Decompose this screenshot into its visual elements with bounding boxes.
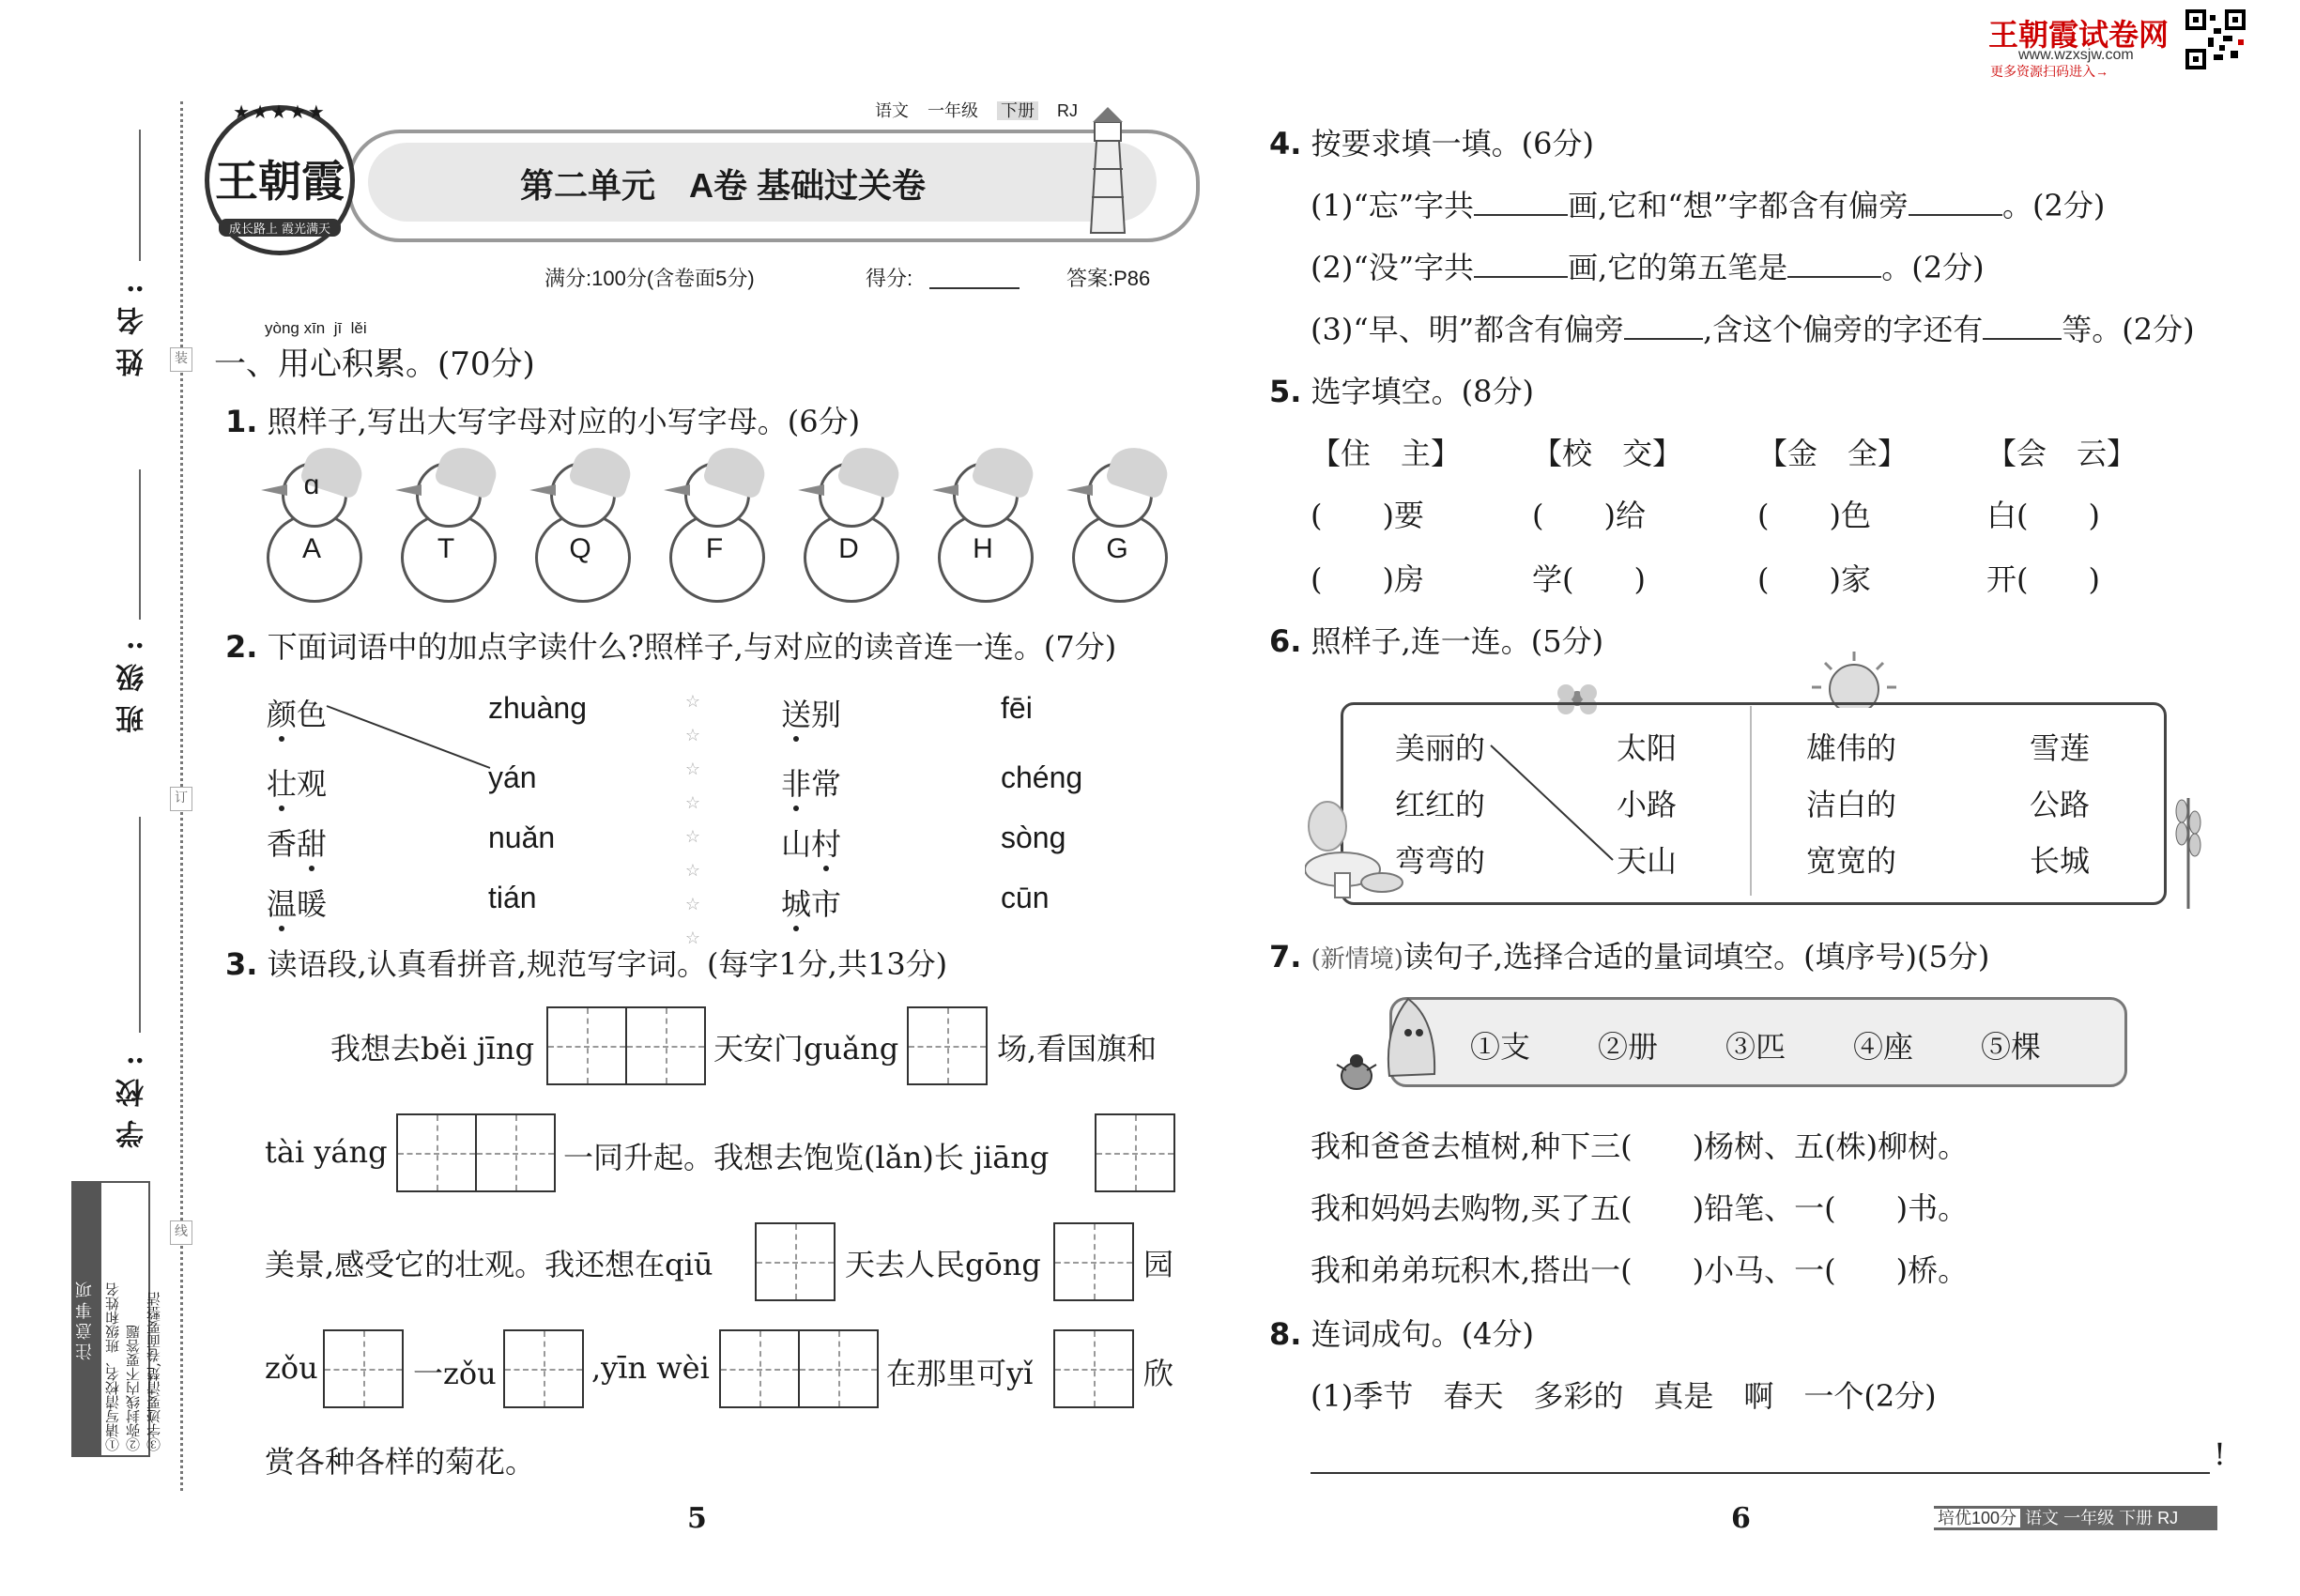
q5-blank-row2[interactable]: ( )房 (1311, 561, 1424, 597)
notice-title: 注意事项 (73, 1183, 101, 1455)
char: 山 (781, 826, 812, 862)
snowman-4 (669, 447, 759, 597)
q2-right-word[interactable] (781, 760, 841, 804)
q4-row1 (1311, 182, 2105, 225)
uppercase-letter: H (973, 533, 993, 564)
q4-text: 按要求填一填。(6分) (1311, 126, 1594, 161)
uppercase-letter: A (301, 533, 321, 564)
q6-col1-item[interactable]: 美丽的 (1395, 730, 1486, 766)
q3-line1-b: 天安门guǎng (713, 1031, 899, 1067)
q5-blank-row1[interactable]: ( )给 (1532, 498, 1646, 533)
page-title: 第二单元 A卷 基础过关卷 (519, 166, 926, 205)
school-label: 学校: (116, 1042, 149, 1149)
char: 常 (811, 766, 842, 802)
q4-row2 (1311, 244, 1985, 287)
uppercase-letter: D (838, 533, 859, 564)
logo-slogan: 成长路上 霞光满天 (219, 219, 341, 237)
uppercase-letter: Q (569, 533, 591, 564)
q2-right-word[interactable] (781, 881, 841, 924)
lighthouse-icon (1080, 103, 1136, 235)
q3-grid-guang[interactable] (907, 1006, 988, 1085)
q3-number: 3. (225, 946, 258, 982)
q7-option: ①支 (1470, 1029, 1531, 1065)
q4-row1-b: 画,它和“想”字都含有偏旁 (1568, 188, 1909, 223)
sun-icon (1802, 648, 1906, 708)
q4-row1-c: 。(2分) (2001, 188, 2106, 223)
uppercase-letter: G (1106, 533, 1128, 564)
page-number-right: 6 (1731, 1502, 1751, 1535)
q4-blank-2[interactable] (1909, 214, 2002, 216)
dotted-char: 颜 (267, 697, 298, 732)
q3-line4-d: 在那里可yǐ (886, 1356, 1034, 1391)
carrot-nose-icon (395, 484, 422, 496)
notice-item-3: ③字迹要清楚,卷面要整洁 (146, 1292, 162, 1451)
brand-url: www.wzxsjw.com (2018, 47, 2134, 63)
notice-item-1: ①请写清校名、班级和姓名 (104, 1282, 121, 1451)
q2-right-pinyin[interactable]: sòng (1001, 821, 1066, 854)
q7-option: ⑤棵 (1981, 1029, 2042, 1065)
char: 别 (811, 697, 842, 732)
q3-grid-zou1[interactable] (323, 1329, 404, 1408)
snowman-1 (267, 447, 357, 597)
q5-blank-row2[interactable]: ( )家 (1757, 561, 1871, 597)
char: 非 (781, 766, 812, 802)
q3-grid-yinwei[interactable] (719, 1329, 879, 1408)
q3-grid-zou2[interactable] (503, 1329, 584, 1408)
q7-option: ②册 (1598, 1029, 1659, 1065)
q2-left-word[interactable] (267, 821, 327, 864)
q1 (225, 398, 860, 441)
q3-line4-b: 一zǒu (413, 1356, 497, 1391)
q3-line4-e: 欣 (1143, 1356, 1174, 1391)
binding-mark-1: 装 (170, 347, 192, 372)
wheat-icon (2155, 789, 2221, 911)
score-blank[interactable] (929, 287, 1020, 289)
q7 (1269, 933, 1989, 976)
q7-number: 7. (1269, 939, 1302, 974)
q3-grid-gong[interactable] (1053, 1222, 1134, 1301)
q5-group: 【会 云】 (1986, 436, 2138, 471)
q2-example-line (310, 695, 498, 779)
q6-col1-item[interactable]: 红红的 (1395, 787, 1486, 822)
q6-col2-item[interactable]: 小路 (1617, 787, 1678, 822)
q2-right-pinyin[interactable]: cūn (1001, 881, 1050, 914)
q8-answer-line[interactable] (1311, 1472, 2210, 1474)
q2-text: 下面词语中的加点字读什么?照样子,与对应的读音连一连。(7分) (267, 629, 1117, 665)
page-number-left: 5 (687, 1502, 707, 1535)
q8-part1: (1)季节 春天 多彩的 真是 啊 一个(2分) (1311, 1378, 1937, 1414)
brand-scan-hint: 更多资源扫码进入→ (1990, 64, 2108, 79)
q4-row2-c: 。(2分) (1881, 250, 1985, 285)
q3-line4-c: ,yīn wèi (591, 1350, 710, 1386)
q3-line3-b: 天去人民gōng (845, 1247, 1041, 1282)
dotted-char: 温 (267, 886, 298, 922)
q5-number: 5. (1269, 374, 1302, 409)
q8-end-mark: ! (2214, 1436, 2226, 1472)
q1-text: 照样子,写出大写字母对应的小写字母。(6分) (267, 404, 861, 439)
class-line (139, 469, 141, 620)
notice-box (71, 1181, 162, 1457)
q3-text: 读语段,认真看拼音,规范写字词。(每字1分,共13分) (267, 946, 948, 982)
q6-col3-item[interactable]: 洁白的 (1806, 787, 1897, 822)
carrot-nose-icon (261, 484, 287, 496)
snowman-6 (938, 447, 1028, 597)
q6-col4-item[interactable]: 公路 (2030, 787, 2091, 822)
char: 城 (781, 886, 812, 922)
q5 (1269, 368, 1534, 411)
carrot-nose-icon (798, 484, 824, 496)
q4 (1269, 120, 1594, 163)
q8-number: 8. (1269, 1316, 1302, 1352)
q8 (1269, 1311, 1534, 1354)
q3-line2-a: tài yáng (265, 1134, 388, 1170)
subject-tags (875, 98, 1078, 122)
q5-group: 【金 全】 (1757, 436, 1909, 471)
q2-left-pinyin[interactable]: tián (488, 881, 537, 914)
q5-blank-row2[interactable]: 学( ) (1532, 561, 1646, 597)
snowman-5 (804, 447, 894, 597)
carrot-nose-icon (664, 484, 690, 496)
q3-line1-c: 场,看国旗和 (997, 1031, 1158, 1067)
q6-box-divider (1750, 706, 1752, 896)
logo-stars-icon: ★★★★★ (233, 100, 327, 123)
q5-blank-row1[interactable]: ( )色 (1757, 498, 1871, 533)
logo-name: 王朝霞 (215, 156, 345, 207)
q6-col3-item[interactable]: 雄伟的 (1806, 730, 1897, 766)
q7-tag: (新情境) (1311, 945, 1403, 974)
q6-col4-item[interactable]: 长城 (2030, 843, 2091, 879)
q2-divider-stars: ☆ ☆ ☆ ☆ ☆ ☆ ☆ ☆ (684, 692, 701, 948)
char: 村 (811, 826, 842, 862)
q5-group: 【校 交】 (1532, 436, 1683, 471)
q5-blank-row1[interactable]: ( )要 (1311, 498, 1424, 533)
snowman-7 (1072, 447, 1162, 597)
score-label: 得分: (866, 267, 913, 290)
footer-bar (1934, 1506, 2217, 1530)
q2 (225, 623, 1116, 667)
q5-text: 选字填空。(8分) (1311, 374, 1534, 409)
q4-blank-3[interactable] (1474, 276, 1568, 278)
q3-line1-a: 我想去běi jīng (330, 1031, 535, 1067)
q4-blank-1[interactable] (1474, 214, 1568, 216)
q6-col3-item[interactable]: 宽宽的 (1806, 843, 1897, 879)
q2-left-pinyin[interactable]: yán (488, 760, 537, 794)
lowercase-example: ɑ (303, 469, 320, 500)
q3-line4-a: zǒu (265, 1350, 318, 1386)
notice-item-2: ②弥封线内不要答题 (125, 1325, 142, 1451)
q6-col2-item[interactable]: 太阳 (1617, 730, 1678, 766)
section1-title: 一、用心积累。(70分) (214, 345, 535, 383)
q2-right-word[interactable] (781, 821, 841, 864)
plain-char: 香 (267, 826, 298, 862)
dotted-char: 壮 (267, 766, 298, 802)
q6-number: 6. (1269, 623, 1302, 659)
q7-sentence-2: 我和妈妈去购物,买了五( )铅笔、一( )书。 (1311, 1190, 1969, 1226)
q3-grid-jiang[interactable] (1095, 1113, 1175, 1192)
q7-sentence-3: 我和弟弟玩积木,搭出一( )小马、一( )桥。 (1311, 1252, 1969, 1288)
binding-mark-2: 订 (170, 787, 192, 811)
name-label: 姓名: (116, 270, 149, 377)
carrot-nose-icon (529, 484, 556, 496)
q6-col4-item[interactable]: 雪莲 (2030, 730, 2091, 766)
tag-subject: 语文 (875, 101, 909, 120)
q7-text: 读句子,选择合适的量词填空。(填序号)(5分) (1403, 939, 1990, 974)
uppercase-letter: T (437, 533, 455, 564)
tag-edition: RJ (1057, 101, 1079, 120)
q3-grid-yi[interactable] (1053, 1329, 1134, 1408)
q2-right-pinyin[interactable]: chéng (1001, 760, 1083, 794)
q5-blank-row2[interactable]: 开( ) (1986, 561, 2100, 597)
q2-left-pinyin[interactable]: zhuàng (488, 691, 587, 725)
q6-col1-item[interactable]: 弯弯的 (1395, 843, 1486, 879)
q6 (1269, 618, 1603, 661)
q2-right-word[interactable] (781, 691, 841, 734)
school-line (139, 817, 141, 1033)
q7-sentence-1: 我和爸爸去植树,种下三( )杨树、五(株)柳树。 (1311, 1128, 1969, 1164)
q8-text: 连词成句。(4分) (1311, 1316, 1534, 1352)
q3-grid-taiyang[interactable] (396, 1113, 556, 1192)
q4-row2-b: 画,它的第五笔是 (1568, 250, 1788, 285)
q4-row3-b: ,含这个偏旁的字还有 (1703, 312, 1984, 347)
mushroom-icon (1305, 770, 1408, 901)
q7-option: ③匹 (1725, 1029, 1786, 1065)
footer-tag: 培优100分 (1934, 1509, 2020, 1527)
carrot-nose-icon (1066, 484, 1093, 496)
section1-pinyin: yòng xīn jī lěi (265, 319, 367, 337)
q3-grid-qiu[interactable] (755, 1222, 836, 1301)
q3-line3-a: 美景,感受它的壮观。我还想在qiū (265, 1247, 713, 1282)
q2-number: 2. (225, 629, 258, 665)
q4-row2-a: (2)“没”字共 (1311, 250, 1475, 285)
char: 送 (781, 697, 812, 732)
q2-left-word[interactable] (267, 881, 327, 924)
ladybug-icon (1333, 1051, 1380, 1093)
binding-mark-3: 线 (170, 1220, 192, 1245)
q6-text: 照样子,连一连。(5分) (1311, 623, 1604, 659)
q4-blank-4[interactable] (1787, 276, 1881, 278)
brand-name: 王朝霞试卷网 (1988, 18, 2170, 52)
qr-code-icon (2185, 9, 2246, 69)
uppercase-letter: F (705, 533, 724, 564)
q3-line3-c: 园 (1143, 1247, 1174, 1282)
q7-option: ④座 (1853, 1029, 1914, 1065)
snowman-2 (401, 447, 491, 597)
q4-row3 (1311, 306, 2195, 349)
logo (205, 100, 355, 255)
plain-char: 观 (297, 766, 328, 802)
q2-left-pinyin[interactable]: nuǎn (488, 821, 556, 854)
q4-blank-6[interactable] (1983, 338, 2062, 340)
q4-blank-5[interactable] (1624, 338, 1703, 340)
q4-row3-c: 等。(2分) (2062, 312, 2195, 347)
q5-group: 【住 主】 (1311, 436, 1462, 471)
footer-tail: 语文 一年级 下册 RJ (2025, 1509, 2179, 1527)
plain-char: 暖 (297, 886, 328, 922)
dotted-char: 甜 (297, 826, 328, 862)
q3-line2-b: 一同升起。我想去饱览(lǎn)长 jiāng (563, 1140, 1050, 1175)
name-line (139, 130, 141, 261)
rest-char: 色 (297, 697, 328, 732)
full-score: 满分:100分(含卷面5分) (544, 267, 755, 290)
char: 市 (811, 886, 842, 922)
q3-grid-beijing[interactable] (546, 1006, 706, 1085)
class-label: 班级: (116, 627, 149, 734)
tag-volume: 下册 (997, 101, 1038, 120)
q4-row3-a: (3)“早、明”都含有偏旁 (1311, 312, 1625, 347)
q2-right-pinyin[interactable]: fēi (1001, 691, 1033, 725)
answer-ref: 答案:P86 (1066, 267, 1151, 290)
q5-blank-row1[interactable]: 白( ) (1986, 498, 2100, 533)
q1-number: 1. (225, 404, 258, 439)
q4-row1-a: (1)“忘”字共 (1311, 188, 1475, 223)
q4-number: 4. (1269, 126, 1302, 161)
q6-example-line (1481, 738, 1622, 869)
carrot-nose-icon (932, 484, 958, 496)
tag-grade: 一年级 (928, 101, 979, 120)
q3 (225, 941, 947, 984)
snowman-3 (535, 447, 625, 597)
q3-line5: 赏各种各样的菊花。 (265, 1444, 536, 1480)
q6-col2-item[interactable]: 天山 (1617, 843, 1678, 879)
shell-icon (1380, 991, 1446, 1085)
